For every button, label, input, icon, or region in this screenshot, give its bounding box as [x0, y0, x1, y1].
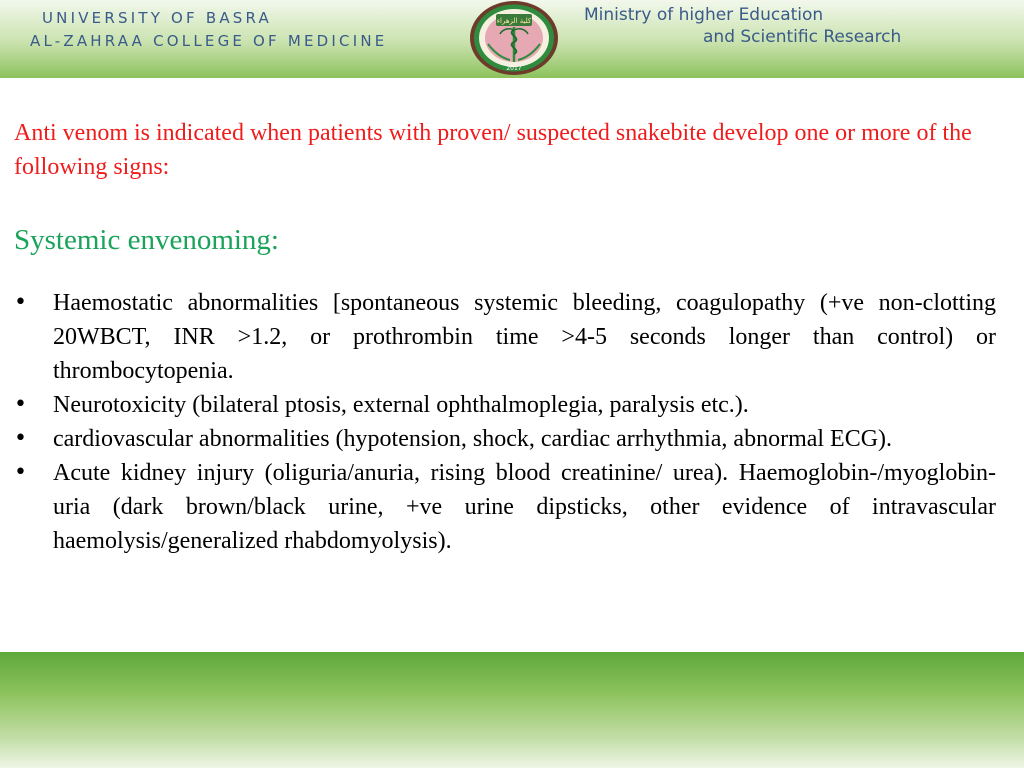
- slide-body: [14, 116, 996, 558]
- seal-year: 2017: [506, 65, 522, 72]
- list-item: [14, 422, 996, 456]
- ministry-line-2: and Scientific Research: [703, 27, 902, 47]
- bullet-icon: •: [14, 392, 27, 417]
- bullet-icon: •: [14, 290, 27, 315]
- list-item: [14, 456, 996, 558]
- list-item-text: Acute kidney injury (oliguria/anuria, rising blood creatinine/ urea). Haemoglobin-/myoglobin-uria (dark brown/black urine, +ve urine dipsticks, other evidence of intravascular haemolysis/generalized rhabdomyolysis).: [53, 460, 996, 554]
- list-item-text: Neurotoxicity (bilateral ptosis, external ophthalmoplegia, paralysis etc.).: [53, 392, 749, 418]
- list-item: [14, 286, 996, 388]
- college-seal-icon: [468, 0, 560, 76]
- seal-arabic-text: كلية الزهراء: [496, 17, 532, 25]
- intro-paragraph: Anti venom is indicated when patients with proven/ suspected snakebite develop one or more of the following signs:: [14, 120, 972, 180]
- ministry-line-1: Ministry of higher Education: [584, 5, 824, 25]
- list-item: [14, 388, 996, 422]
- bullet-icon: •: [14, 426, 27, 451]
- bullet-icon: •: [14, 460, 27, 485]
- college-name: AL-ZAHRAA COLLEGE OF MEDICINE: [30, 32, 388, 50]
- section-heading: Systemic envenoming:: [14, 224, 279, 256]
- list-item-text: cardiovascular abnormalities (hypotension, shock, cardiac arrhythmia, abnormal ECG).: [53, 426, 893, 452]
- university-name: UNIVERSITY OF BASRA: [42, 9, 272, 27]
- list-item-text: Haemostatic abnormalities [spontaneous systemic bleeding, coagulopathy (+ve non-clotting 20WBCT, INR >1.2, or prothrombin time >4-5 seconds longer than control) or thrombocytopenia.: [53, 290, 996, 384]
- bullet-list: [14, 286, 996, 558]
- footer-band: [0, 652, 1024, 768]
